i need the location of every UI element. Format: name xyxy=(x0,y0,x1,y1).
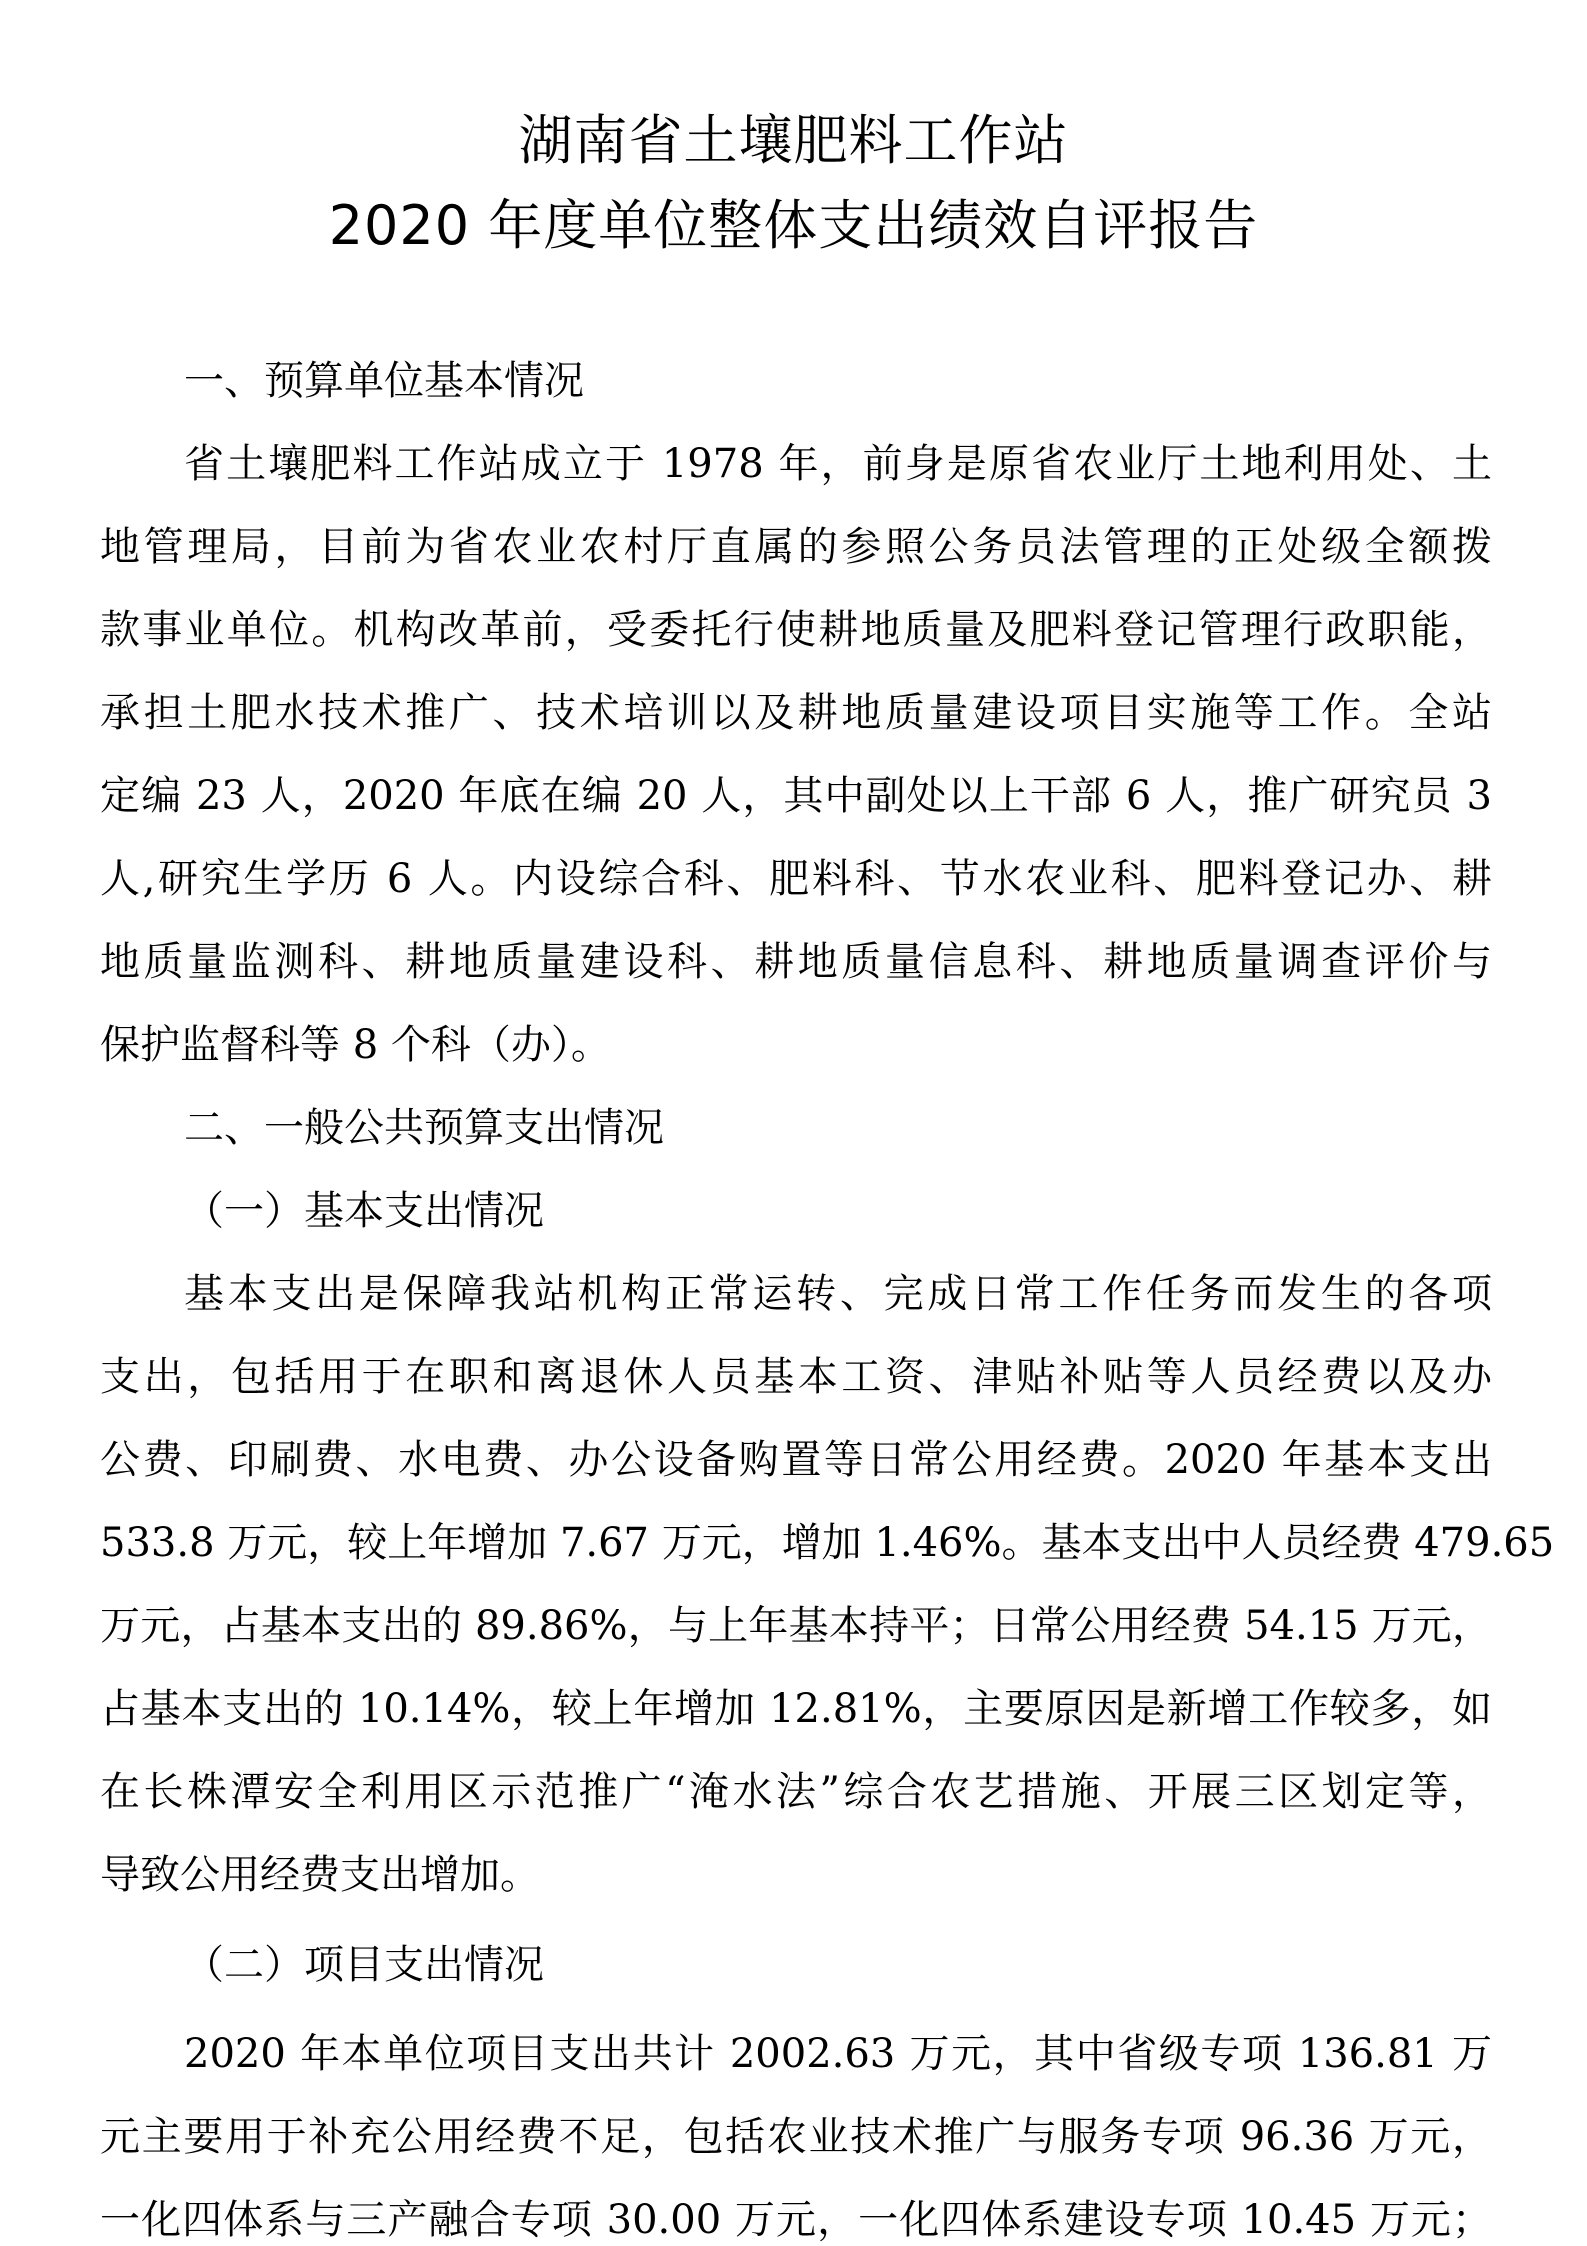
paragraph-line: 地质量监测科、耕地质量建设科、耕地质量信息科、耕地质量调查评价与 xyxy=(100,939,1492,985)
paragraph-line: 基本支出是保障我站机构正常运转、完成日常工作任务而发生的各项 xyxy=(184,1271,1492,1317)
paragraph-line: 533.8 万元，较上年增加 7.67 万元，增加 1.46%。基本支出中人员经费 479.65 xyxy=(100,1520,1555,1566)
subsection-heading: （一）基本支出情况 xyxy=(184,1188,544,1234)
paragraph-line: 定编 23 人，2020 年底在编 20 人，其中副处以上干部 6 人，推广研究员 3 xyxy=(100,773,1492,819)
paragraph-line: 地管理局，目前为省农业农村厅直属的参照公务员法管理的正处级全额拨 xyxy=(100,524,1492,570)
paragraph-line: 支出，包括用于在职和离退休人员基本工资、津贴补贴等人员经费以及办 xyxy=(100,1354,1492,1400)
paragraph-line: 万元，占基本支出的 89.86%，与上年基本持平；日常公用经费 54.15 万元， xyxy=(100,1603,1492,1649)
paragraph-line: 人,研究生学历 6 人。内设综合科、肥料科、节水农业科、肥料登记办、耕 xyxy=(100,856,1492,902)
paragraph-line: 占基本支出的 10.14%，较上年增加 12.81%，主要原因是新增工作较多，如 xyxy=(100,1686,1492,1732)
paragraph-line: 公费、印刷费、水电费、办公设备购置等日常公用经费。2020 年基本支出 xyxy=(100,1437,1492,1483)
paragraph-line: 导致公用经费支出增加。 xyxy=(100,1852,540,1898)
section-heading: 二、一般公共预算支出情况 xyxy=(184,1105,664,1151)
paragraph-line: 省土壤肥料工作站成立于 1978 年，前身是原省农业厅土地利用处、土 xyxy=(184,441,1492,487)
paragraph-line: 一化四体系与三产融合专项 30.00 万元，一化四体系建设专项 10.45 万元； xyxy=(100,2197,1492,2243)
document-title-line2: 2020 年度单位整体支出绩效自评报告 xyxy=(328,194,1259,257)
subsection-heading: （二）项目支出情况 xyxy=(184,1942,544,1988)
section-heading: 一、预算单位基本情况 xyxy=(184,358,584,404)
paragraph-line: 承担土肥水技术推广、技术培训以及耕地质量建设项目实施等工作。全站 xyxy=(100,690,1492,736)
paragraph-line: 元主要用于补充公用经费不足，包括农业技术推广与服务专项 96.36 万元， xyxy=(100,2114,1492,2160)
paragraph-line: 在长株潭安全利用区示范推广“淹水法”综合农艺措施、开展三区划定等， xyxy=(100,1769,1492,1815)
paragraph-line: 保护监督科等 8 个科（办）。 xyxy=(100,1022,611,1068)
paragraph-line: 款事业单位。机构改革前，受委托行使耕地质量及肥料登记管理行政职能， xyxy=(100,607,1492,653)
document-title-line1: 湖南省土壤肥料工作站 xyxy=(518,109,1069,172)
paragraph-line: 2020 年本单位项目支出共计 2002.63 万元，其中省级专项 136.81 万 xyxy=(184,2031,1492,2077)
